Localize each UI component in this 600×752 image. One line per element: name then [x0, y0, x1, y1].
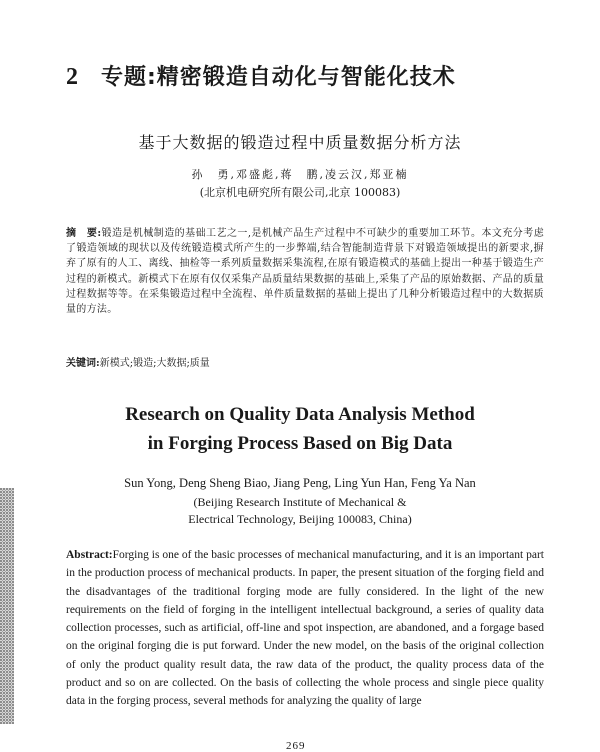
english-title-line-1: Research on Quality Data Analysis Method: [125, 404, 475, 425]
page-number: 269: [286, 740, 306, 752]
chinese-abstract: [66, 226, 544, 317]
chinese-title: 基于大数据的锻造过程中质量数据分析方法: [138, 133, 462, 152]
english-abstract: [66, 546, 544, 711]
chinese-keywords-label: 关键词:: [66, 358, 100, 369]
section-title: 专题:精密锻造自动化与智能化技术: [101, 65, 456, 90]
english-affiliation-line-1: (Beijing Research Institute of Mechanical &: [193, 495, 407, 509]
english-abstract-label: Abstract:: [66, 549, 113, 561]
english-affiliation-line-2: Electrical Technology, Beijing 100083, China): [188, 512, 412, 526]
chinese-affiliation: (北京机电研究所有限公司,北京 100083): [199, 186, 401, 199]
section-number: 2: [66, 64, 79, 90]
english-abstract-text: Forging is one of the basic processes of mechanical manufacturing, and it is an important part in the production process of mechanical products. In paper, the present situation of the forging field and the disadvantages of the traditional forging mode are fully considered. In the light of the new requirements on the field of forging in the intelligent intellectual background, a series of quality data collection processes, such as artificial, off-line and spot inspection, are abandoned, and a forgage based on the original forging die is put forward. Under the new model, on the basis of the original collection of only the product quality result data, the raw data of the product, the quality process data of the product and so on are collected. On the basis of collecting the whole process and single piece quality data in the forging process, several methods for analyzing the quality of large: [66, 549, 544, 708]
chinese-keywords-text: 新模式;锻造;大数据;质量: [99, 358, 210, 369]
section-heading: [66, 60, 566, 91]
chinese-keywords: [66, 354, 544, 369]
chinese-abstract-text: 锻造是机械制造的基础工艺之一,是机械产品生产过程中不可缺少的重要加工环节。本文充分考虑了锻造领域的现状以及传统锻造模式所产生的一步弊端,结合智能制造背景下对锻造领域提出的新要求,摒弃了原有的人工、离线、抽检等一系列质量数据采集流程,在原有锻造模式的基础上提出一种基于锻造生产过程的新模式。新模式下在原有仅仅采集产品质量结果数据的基础上,采集了产品的原始数据、产品的质量过程数据等等。在采集锻造过程中全流程、单件质量数据的基础上提出了几种分析锻造过程中的大数据质量的方法。: [66, 228, 544, 316]
scan-edge-artifact: [0, 488, 14, 724]
chinese-abstract-label: 摘 要:: [66, 228, 102, 239]
english-title: [0, 400, 600, 458]
english-title-line-2: in Forging Process Based on Big Data: [147, 433, 453, 454]
chinese-authors: 孙 勇,邓盛彪,蒋 鹏,凌云汉,郑亚楠: [191, 168, 409, 181]
english-authors: Sun Yong, Deng Sheng Biao, Jiang Peng, Ling Yun Han, Feng Ya Nan: [124, 476, 476, 490]
